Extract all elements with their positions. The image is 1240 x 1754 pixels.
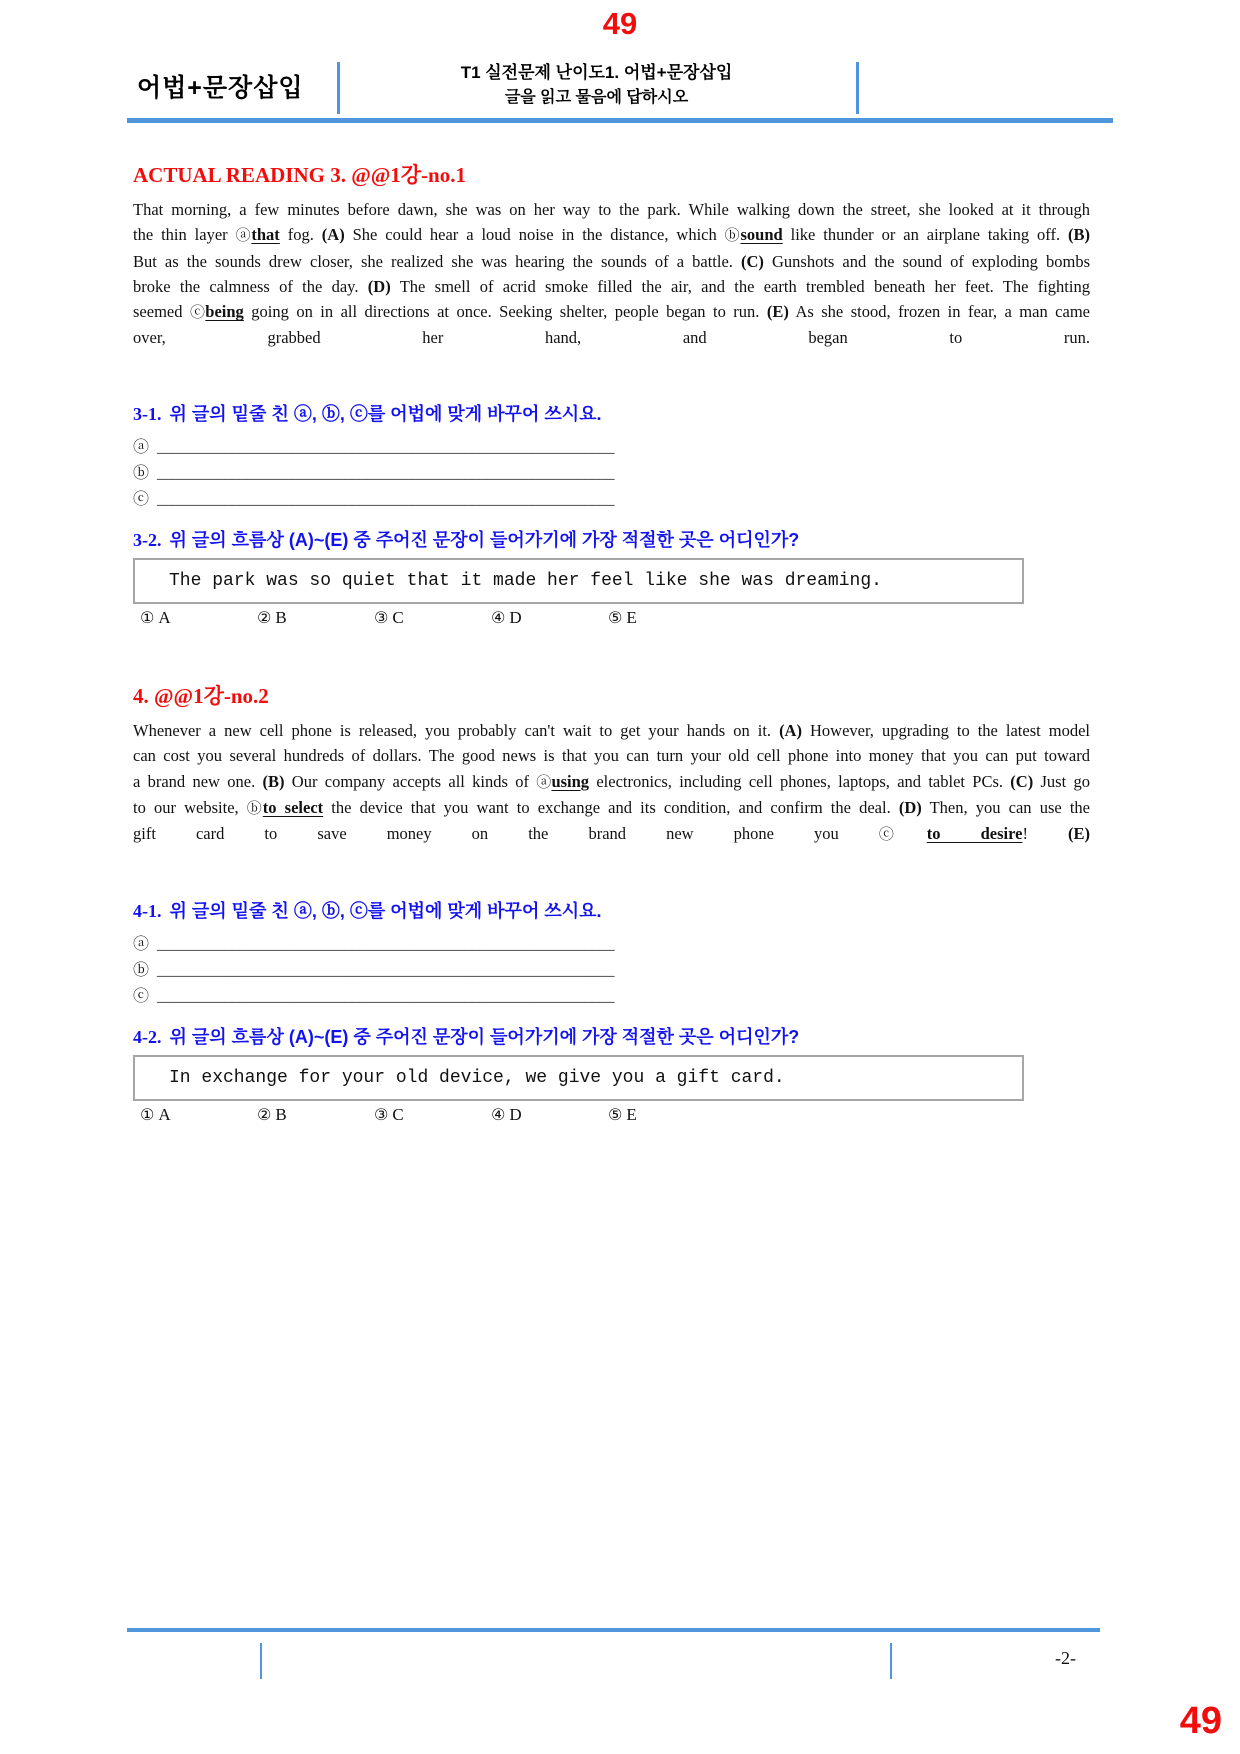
circle-number-5: ⑤ [608,1104,623,1124]
footer-page-label: -2- [1055,1648,1076,1668]
header-center-line2: 글을 읽고 물음에 답하시오 [504,89,689,106]
question-4-2-heading [133,1023,1090,1049]
answer-blank-b[interactable] [133,460,1090,486]
circle-number-5: ⑤ [608,608,623,628]
question-4-1-blanks [133,931,1090,1009]
circle-b-label: ⓑ [133,463,150,483]
choice-option-1-a[interactable] [140,1105,257,1125]
answer-line: _____________________________________________________________ [157,440,615,457]
choice-option-2-b[interactable] [257,608,374,628]
choice-option-3-c[interactable] [374,1105,491,1125]
question-4-1-heading [133,897,1090,923]
question-4-2-sentence-box [133,1055,1024,1101]
question-3-2-heading [133,526,1090,552]
question-3-2-choices [140,608,1090,632]
choice-option-3-c[interactable] [374,608,491,628]
question-3-passage: That morning, a few minutes before dawn, she was on her way to the park. While walking down the street, she looked at it through the thin layer ⓐthat fog. (A) She could hear a loud noise in the distance, which ⓑsound like thunder or an airplane taking off. (B) But as the sounds drew closer, she realized she was hearing the sounds of a battle. (C) Gunshots and the sound of exploding bombs broke the calmness of the day. (D) The smell of acrid smoke filled the air, and the earth trembled beneath her feet. The fighting seemed ⓒbeing going on in all directions at once. Seeking shelter, people began to run. (E) As she stood, frozen in fear, a man came over, grabbed her hand, and began to run. [133,200,1090,348]
circle-a-label: ⓐ [133,437,150,457]
choice-letter: A [158,1104,171,1124]
boxed-sentence: In exchange for your old device, we give you a gift card. [169,1067,785,1088]
question-4-2-choices [140,1105,1090,1129]
choice-option-5-e[interactable] [608,1105,725,1125]
answer-blank-a[interactable] [133,434,1090,460]
header-left-title: 어법+문장삽입 [137,74,304,102]
circle-b-label: ⓑ [133,959,150,979]
question-3-section [133,159,1090,632]
choice-option-2-b[interactable] [257,1105,374,1125]
footer-rule [127,1628,1100,1632]
worksheet-header [0,60,1240,116]
question-3-1-heading [133,400,1090,426]
circle-c-label: ⓒ [133,985,150,1005]
question-4-2-label: 4-2. [133,1026,162,1047]
choice-option-4-d[interactable] [491,608,608,628]
question-3-2-sentence-box [133,558,1024,604]
worksheet-content [133,123,1090,1129]
circle-number-1: ① [140,1104,155,1124]
question-3-2-label: 3-2. [133,530,162,551]
answer-line: _____________________________________________________________ [157,466,615,483]
header-center [337,60,856,110]
choice-letter: C [392,608,404,628]
bottom-page-number: 49 [1179,1700,1222,1742]
answer-line: _____________________________________________________________ [157,962,615,979]
answer-blank-b[interactable] [133,957,1090,983]
header-divider-right [856,62,859,114]
answer-blank-c[interactable] [133,486,1090,512]
circle-number-3: ③ [374,608,389,628]
answer-line: _____________________________________________________________ [157,492,615,509]
circle-number-2: ② [257,1104,272,1124]
footer-divider-right [890,1643,892,1679]
choice-letter: B [275,608,287,628]
choice-option-4-d[interactable] [491,1105,608,1125]
answer-line: _____________________________________________________________ [157,988,615,1005]
top-page-number: 49 [602,6,638,41]
choice-letter: D [509,608,522,628]
question-4-section [133,680,1090,1129]
choice-letter: E [626,1104,637,1124]
choice-option-1-a[interactable] [140,608,257,628]
question-4-passage: Whenever a new cell phone is released, you probably can't wait to get your hands on it. (A) However, upgrading to the latest model can cost you several hundreds of dollars. The good news is that you can turn your old cell phone into money that you can put toward a brand new one. (B) Our company accepts all kinds of ⓐusing electronics, including cell phones, laptops, and tablet PCs. (C) Just go to our website, ⓑto select the device that you want to exchange and its condition, and confirm the deal. (D) Then, you can use the gift card to save money on the brand new phone you ⓒto desire! (E) [133,721,1090,844]
answer-line: _____________________________________________________________ [157,936,615,953]
circle-number-4: ④ [491,1104,506,1124]
question-3-1-text: 위 글의 밑줄 친 ⓐ, ⓑ, ⓒ를 어법에 맞게 바꾸어 쓰시요. [169,404,602,425]
choice-letter: B [275,1104,287,1124]
question-3-1-blanks [133,434,1090,512]
header-center-line1: T1 실전문제 난이도1. 어법+문장삽입 [460,63,733,82]
choice-option-5-e[interactable] [608,608,725,628]
footer-divider-left [260,1643,262,1679]
circle-a-label: ⓐ [133,933,150,953]
boxed-sentence: The park was so quiet that it made her feel like she was dreaming. [169,571,882,592]
question-4-2-text: 위 글의 흐름상 (A)~(E) 중 주어진 문장이 들어가기에 가장 적절한 곳은 어디인가? [169,1026,800,1047]
question-3-1-label: 3-1. [133,404,162,425]
question-3-title: ACTUAL READING 3. @@1강-no.1 [133,163,466,187]
choice-letter: C [392,1104,404,1124]
choice-letter: A [158,608,171,628]
circle-number-2: ② [257,608,272,628]
question-4-1-label: 4-1. [133,900,162,921]
answer-blank-a[interactable] [133,931,1090,957]
question-4-1-text: 위 글의 밑줄 친 ⓐ, ⓑ, ⓒ를 어법에 맞게 바꾸어 쓰시요. [169,900,602,921]
choice-letter: E [626,608,637,628]
question-4-title: 4. @@1강-no.2 [133,684,269,709]
answer-blank-c[interactable] [133,983,1090,1009]
question-3-2-text: 위 글의 흐름상 (A)~(E) 중 주어진 문장이 들어가기에 가장 적절한 곳은 어디인가? [169,530,800,551]
circle-number-3: ③ [374,1104,389,1124]
choice-letter: D [509,1104,522,1124]
circle-number-1: ① [140,608,155,628]
circle-number-4: ④ [491,608,506,628]
circle-c-label: ⓒ [133,489,150,509]
